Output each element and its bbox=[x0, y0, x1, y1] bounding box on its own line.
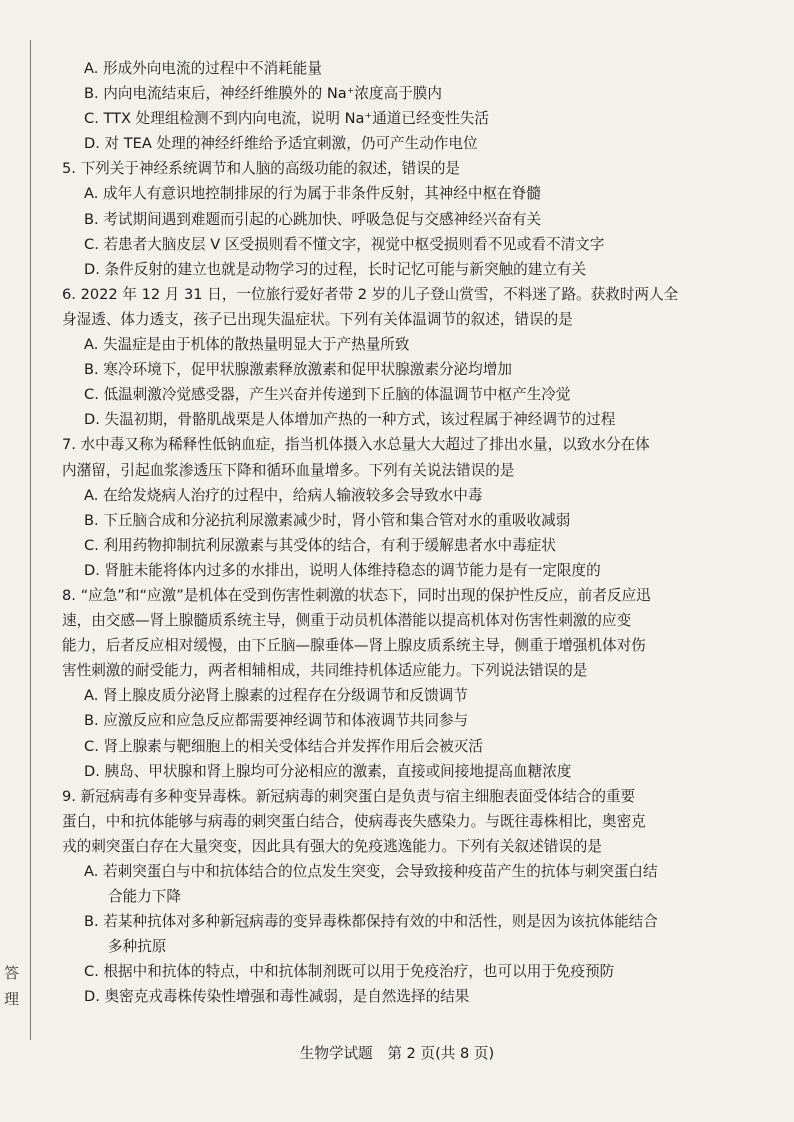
option-line: A. 若刺突蛋白与中和抗体结合的位点发生突变，会导致接种疫苗产生的抗体与刺突蛋白结 bbox=[84, 863, 658, 880]
option-line: A. 失温症是由于机体的散热量明显大于产热量所致 bbox=[84, 336, 410, 354]
option-line: B. 下丘脑合成和分泌抗利尿激素减少时，肾小管和集合管对水的重吸收减弱 bbox=[84, 511, 571, 529]
question-line: 6. 2022 年 12 月 31 日，一位旅行爱好者带 2 岁的儿子登山赏雪，不料迷了路。获救时两人全 bbox=[62, 285, 679, 303]
question-line: 速，由交感—肾上腺髓质系统主导，侧重于动员机体潜能以提高机体对伤害性刺激的应变 bbox=[62, 612, 632, 630]
option-line: D. 胰岛、甲状腺和肾上腺均可分泌相应的激素，直接或间接地提高血糖浓度 bbox=[84, 762, 572, 780]
option-line: D. 对 TEA 处理的神经纤维给予适宜刺激，仍可产生动作电位 bbox=[84, 135, 478, 153]
exam-page-content bbox=[62, 56, 752, 1010]
binding-margin-line bbox=[30, 40, 31, 1040]
option-line: B. 考试期间遇到难题而引起的心跳加快、呼吸急促与交感神经兴奋有关 bbox=[84, 210, 542, 228]
question-line: 5. 下列关于神经系统调节和人脑的高级功能的叙述，错误的是 bbox=[62, 160, 461, 178]
side-mark-2: 理 bbox=[4, 990, 20, 1008]
side-mark-1: 答 bbox=[4, 964, 20, 982]
option-line: C. TTX 处理组检测不到内向电流，说明 Na⁺通道已经变性失活 bbox=[84, 110, 489, 128]
option-line: A. 在给发烧病人治疗的过程中，给病人输液较多会导致水中毒 bbox=[84, 486, 483, 504]
option-line: C. 根据中和抗体的特点，中和抗体制剂既可以用于免疫治疗，也可以用于免疫预防 bbox=[84, 963, 615, 981]
option-line: C. 肾上腺素与靶细胞上的相关受体结合并发挥作用后会被灭活 bbox=[84, 737, 483, 755]
option-line: D. 失温初期，骨骼肌战栗是人体增加产热的一种方式，该过程属于神经调节的过程 bbox=[84, 411, 616, 429]
option-line: D. 条件反射的建立也就是动物学习的过程，长时记忆可能与新突触的建立有关 bbox=[84, 260, 587, 278]
option-line: B. 寒冷环境下，促甲状腺激素释放激素和促甲状腺激素分泌均增加 bbox=[84, 361, 512, 379]
option-line: D. 肾脏未能将体内过多的水排出，说明人体维持稳态的调节能力是有一定限度的 bbox=[84, 561, 601, 579]
question-line: 7. 水中毒又称为稀释性低钠血症，指当机体摄入水总量大大超过了排出水量，以致水分在体 bbox=[62, 436, 650, 454]
option-line: C. 利用药物抑制抗利尿激素与其受体的结合，有利于缓解患者水中毒症状 bbox=[84, 536, 556, 554]
question-line: 能力，后者反应相对缓慢，由下丘脑—腺垂体—肾上腺皮质系统主导，侧重于增强机体对伤 bbox=[62, 637, 646, 655]
option-line: 多种抗原 bbox=[108, 938, 167, 956]
option-line: A. 成年人有意识地控制排尿的行为属于非条件反射，其神经中枢在脊髓 bbox=[84, 185, 541, 203]
question-line: 9. 新冠病毒有多种变异毒株。新冠病毒的刺突蛋白是负责与宿主细胞表面受体结合的重要 bbox=[62, 787, 636, 805]
option-line: C. 若患者大脑皮层 V 区受损则看不懂文字，视觉中枢受损则看不见或看不清文字 bbox=[84, 235, 605, 253]
question-line: 内潴留，引起血浆渗透压下降和循环血量增多。下列有关说法错误的是 bbox=[62, 461, 515, 479]
option-line: D. 奥密克戎毒株传染性增强和毒性减弱，是自然选择的结果 bbox=[84, 988, 470, 1006]
page-footer: 生物学试题 第 2 页(共 8 页) bbox=[299, 1045, 495, 1062]
option-line: B. 若某种抗体对多种新冠病毒的变异毒株都保持有效的中和活性，则是因为该抗体能结合 bbox=[84, 913, 658, 931]
question-line: 戎的刺突蛋白存在大量突变，因此具有强大的免疫逃逸能力。下列有关叙述错误的是 bbox=[62, 837, 602, 855]
question-line: 蛋白，中和抗体能够与病毒的刺突蛋白结合，使病毒丧失感染力。与既往毒株相比，奥密克 bbox=[62, 812, 646, 830]
question-line: 身湿透、体力透支，孩子已出现失温症状。下列有关体温调节的叙述，错误的是 bbox=[62, 310, 573, 328]
option-line: 合能力下降 bbox=[108, 888, 181, 906]
option-line: C. 低温刺激冷觉感受器，产生兴奋并传递到下丘脑的体温调节中枢产生冷觉 bbox=[84, 386, 571, 404]
question-line: 害性刺激的耐受能力，两者相辅相成，共同维持机体适应能力。下列说法错误的是 bbox=[62, 662, 588, 680]
question-line: 8. “应急”和“应激”是机体在受到伤害性刺激的状态下，同时出现的保护性反应，前者反应迅 bbox=[62, 586, 651, 604]
option-line: B. 内向电流结束后，神经纤维膜外的 Na⁺浓度高于膜内 bbox=[84, 85, 442, 103]
option-line: B. 应激反应和应急反应都需要神经调节和体液调节共同参与 bbox=[84, 712, 469, 730]
option-line: A. 形成外向电流的过程中不消耗能量 bbox=[84, 60, 322, 77]
option-line: A. 肾上腺皮质分泌肾上腺素的过程存在分级调节和反馈调节 bbox=[84, 687, 468, 705]
